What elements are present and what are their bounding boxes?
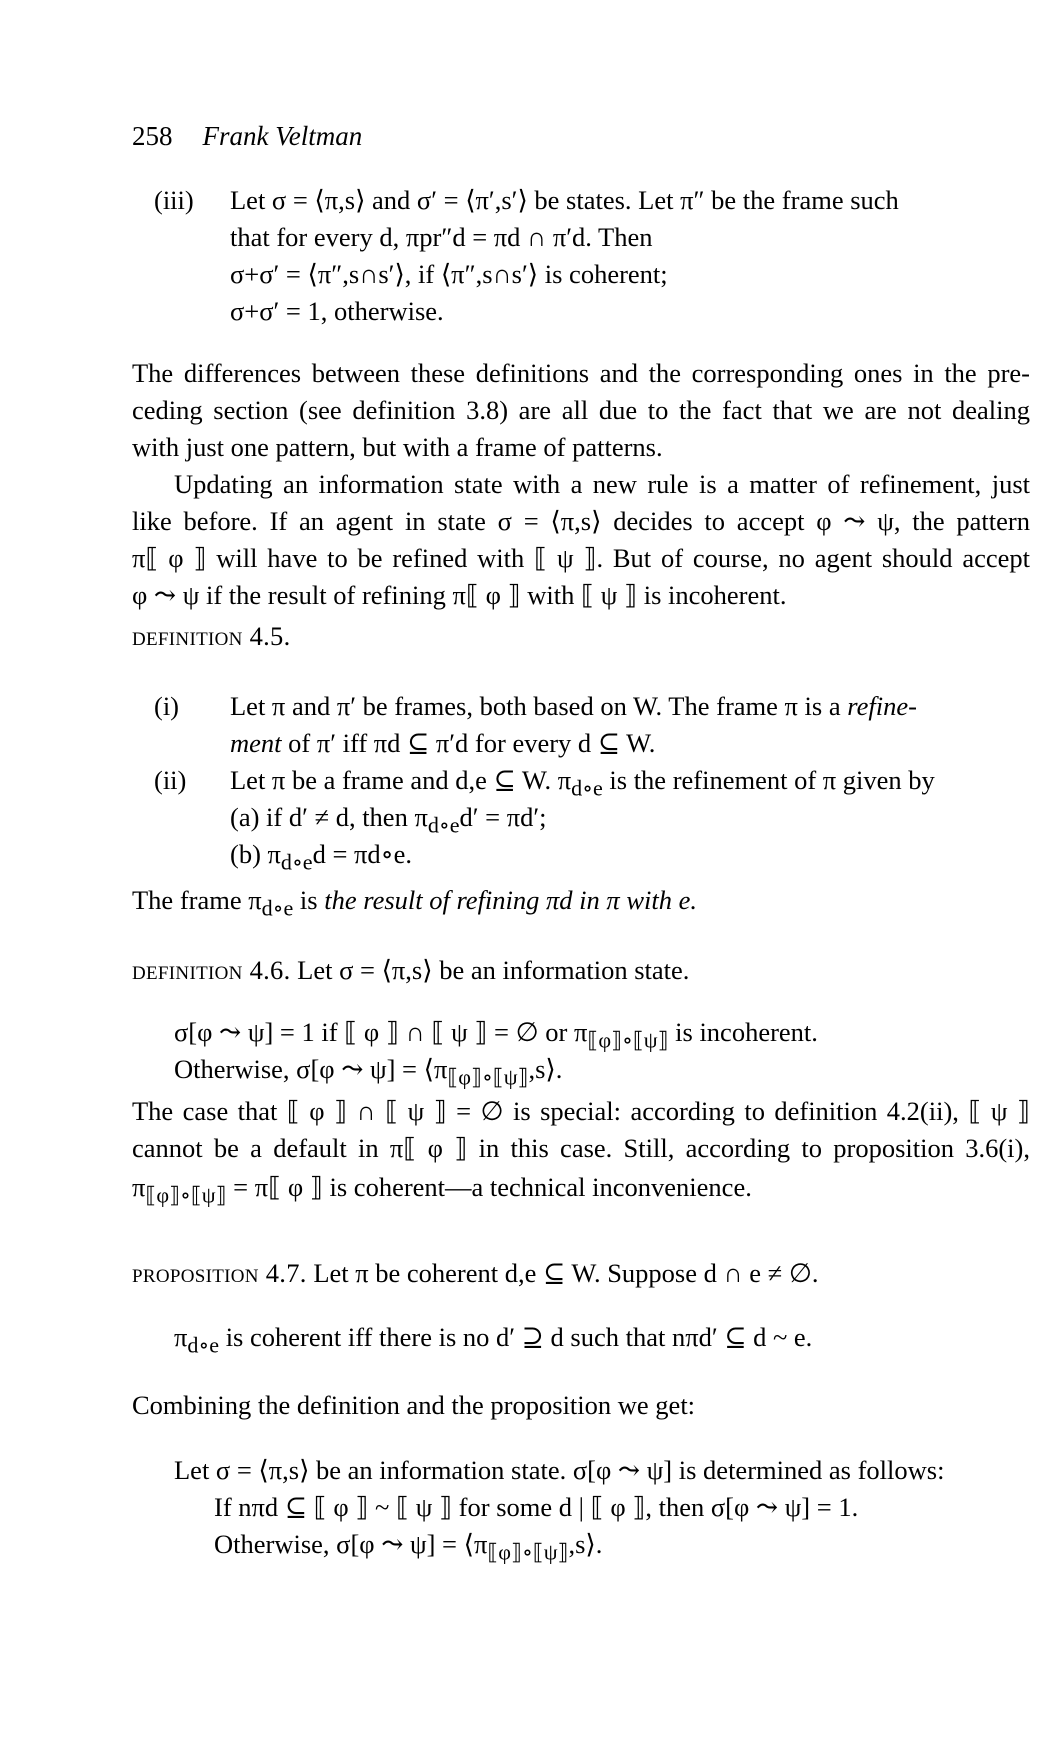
italic-term: the result of refining πd in π with e.: [324, 885, 697, 915]
item-iii-line-3: σ+σ′ = ⟨π″,s∩s′⟩, if ⟨π″,s∩s′⟩ is coherent;: [230, 259, 668, 289]
paragraph-line: π⟦ φ ⟧ will have to be refined with ⟦ ψ ⟧. But of course, no agent should accept: [132, 543, 1030, 573]
final-line-3: [214, 1526, 602, 1570]
subscript: ⟦φ⟧∘⟦ψ⟧: [487, 1539, 569, 1565]
subscript: ⟦φ⟧∘⟦ψ⟧: [587, 1027, 669, 1053]
def46-line-2: [174, 1051, 562, 1095]
italic-term: refine-: [847, 691, 917, 721]
paragraph-line: φ ⤳ ψ if the result of refining π⟦ φ ⟧ with ⟦ ψ ⟧ is incoherent.: [132, 580, 787, 610]
definition-title: definition 4.5.: [132, 621, 291, 651]
paragraph-line: The case that ⟦ φ ⟧ ∩ ⟦ ψ ⟧ = ∅ is special: according to definition 4.2(ii), ⟦ ψ ⟧: [132, 1096, 1030, 1126]
paragraph-special-case: [132, 1093, 1030, 1213]
subscript: d∘e: [187, 1332, 220, 1358]
paragraph-line: with just one pattern, but with a frame of patterns.: [132, 432, 663, 462]
subscript: d∘e: [280, 849, 313, 875]
subscript: d∘e: [261, 895, 294, 921]
text-run: is incoherent.: [675, 1017, 818, 1047]
running-header: [132, 118, 1064, 155]
text-run: Otherwise, σ[φ ⤳ ψ] = ⟨π: [214, 1529, 488, 1559]
text-run: π: [174, 1322, 188, 1352]
result-line: [132, 882, 697, 926]
subscript: d∘e: [571, 775, 603, 801]
text-run: is: [299, 885, 318, 915]
text-run: Let π and π′ be frames, both based on W. The frame π is a: [230, 691, 841, 721]
page-number: 258: [132, 121, 173, 151]
item-iii-line-2: that for every d, πpr″d = πd ∩ π′d. Then: [230, 222, 653, 252]
paragraph-line: like before. If an agent in state σ = ⟨π,s⟩ decides to accept φ ⤳ ψ, the pattern: [132, 506, 1030, 536]
text-run: Let σ = ⟨π,s⟩ be an information state.: [297, 955, 690, 985]
text-run: Otherwise, σ[φ ⤳ ψ] = ⟨π: [174, 1054, 448, 1084]
text-run: ,s⟩.: [568, 1529, 603, 1559]
text-run: d′ = πd′;: [459, 802, 547, 832]
text-run: π: [132, 1172, 146, 1202]
item-iii-label: (iii): [154, 185, 194, 215]
final-statement: [132, 1452, 1030, 1572]
text-run: Let π be coherent d,e ⊆ W. Suppose d ∩ e ≠ ∅.: [313, 1258, 819, 1288]
item-iii: [132, 182, 1030, 332]
text-run: Let π be a frame and d,e ⊆ W. π: [230, 765, 572, 795]
text-run: is the refinement of π given by: [609, 765, 935, 795]
paragraph-line: Combining the definition and the proposition we get:: [132, 1390, 696, 1420]
final-line-2: If nπd ⊆ ⟦ φ ⟧ ~ ⟦ ψ ⟧ for some d | ⟦ φ ⟧, then σ[φ ⤳ ψ] = 1.: [214, 1492, 859, 1522]
paragraph-line: Updating an information state with a new rule is a matter of refinement, just: [174, 469, 1030, 499]
text-run: of π′ iff πd ⊆ π′d for every d ⊆ W.: [288, 728, 656, 758]
text-run: σ[φ ⤳ ψ] = 1 if ⟦ φ ⟧ ∩ ⟦ ψ ⟧ = ∅ or π: [174, 1017, 588, 1047]
paragraph-line: The differences between these definitions and the corresponding ones in the pre-: [132, 358, 1030, 388]
definition-4-5: [132, 618, 1030, 875]
def46-intro-line: [132, 952, 689, 989]
text-run: ,s⟩.: [528, 1054, 563, 1084]
paragraph-combining: [132, 1387, 1030, 1424]
subscript: ⟦φ⟧∘⟦ψ⟧: [145, 1182, 227, 1208]
running-author: Frank Veltman: [202, 121, 363, 151]
text-run: is coherent iff there is no d′ ⊇ d such that nπd′ ⊆ d ~ e.: [225, 1322, 813, 1352]
proposition-title: proposition 4.7.: [132, 1258, 307, 1288]
prop47-intro-line: [132, 1255, 819, 1292]
proposition-4-7: [132, 1255, 1030, 1365]
paragraph-line: ceding section (see definition 3.8) are all due to the fact that we are not dealing: [132, 395, 1030, 425]
def45-i-line-2: [230, 725, 655, 762]
text-run: d = πd∘e.: [312, 839, 413, 869]
paragraph-line: cannot be a default in π⟦ φ ⟧ in this case. Still, according to proposition 3.6(i),: [132, 1133, 1030, 1163]
text-run: (a) if d′ ≠ d, then π: [230, 802, 428, 832]
item-iii-line-4: σ+σ′ = 1, otherwise.: [230, 296, 444, 326]
def-item-label: (ii): [154, 765, 187, 795]
item-iii-line-1: Let σ = ⟨π,s⟩ and σ′ = ⟨π′,s′⟩ be states. Let π″ be the frame such: [230, 185, 899, 215]
paragraph-differences: [132, 355, 1030, 467]
prop47-line-1: [174, 1319, 812, 1363]
text-run: (b) π: [230, 839, 281, 869]
def45-i-line-1: [230, 688, 917, 725]
paragraph-line: [132, 1169, 752, 1213]
subscript: d∘e: [427, 812, 460, 838]
definition-4-6: [132, 952, 1030, 1090]
def45-ii-b: [230, 836, 412, 880]
paragraph-updating: [132, 466, 1030, 616]
def45-result: [132, 882, 1030, 919]
text-run: The frame π: [132, 885, 262, 915]
definition-title: definition 4.6.: [132, 955, 291, 985]
final-line-1: Let σ = ⟨π,s⟩ be an information state. σ[φ ⤳ ψ] is determined as follows:: [174, 1455, 945, 1485]
def-item-label: (i): [154, 691, 180, 721]
text-run: = π⟦ φ ⟧ is coherent—a technical inconvenience.: [233, 1172, 752, 1202]
italic-term: ment: [230, 728, 282, 758]
subscript: ⟦φ⟧∘⟦ψ⟧: [447, 1064, 529, 1090]
